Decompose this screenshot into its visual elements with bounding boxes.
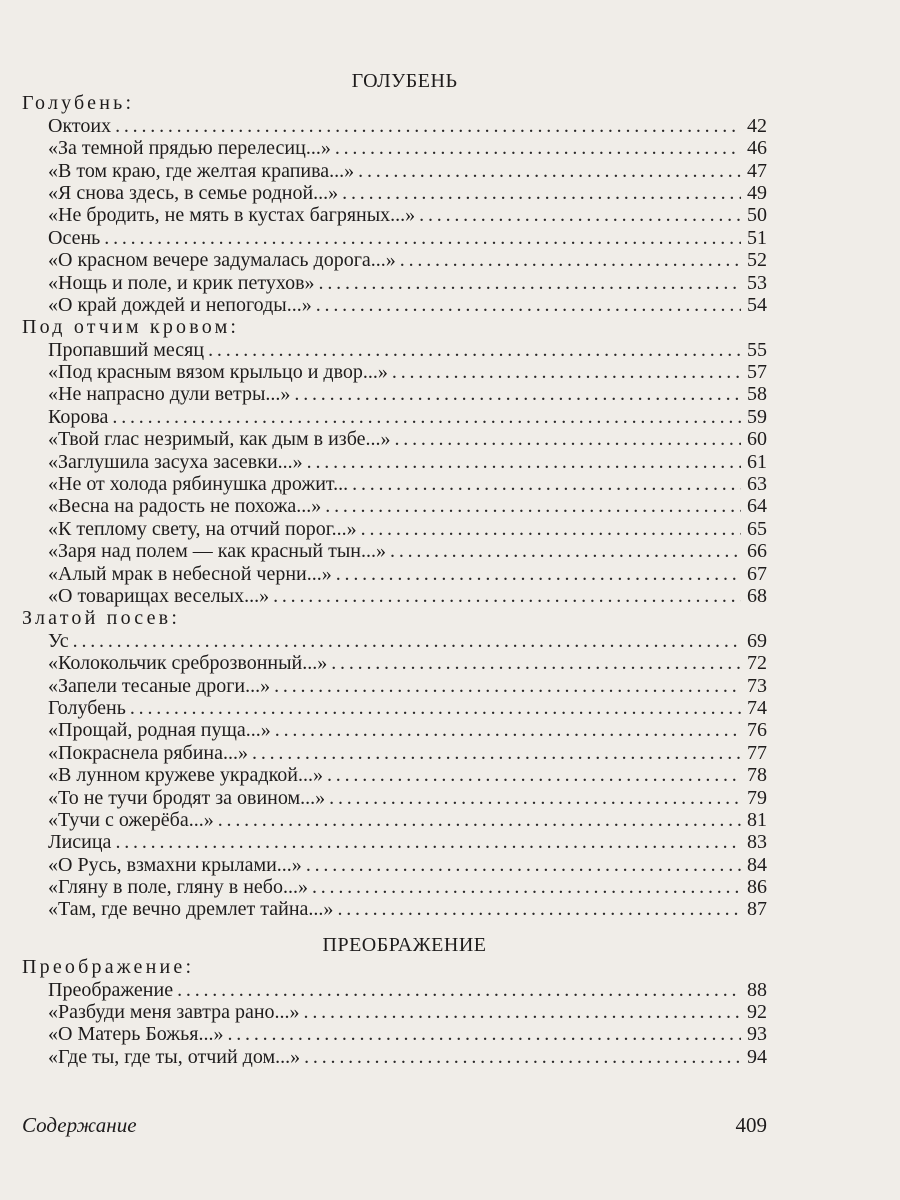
page-number: 409 — [735, 1113, 767, 1137]
dot-leader — [419, 204, 741, 226]
dot-leader — [177, 979, 741, 1001]
dot-leader — [358, 160, 741, 182]
entry-page: 65 — [747, 517, 767, 540]
entry-title: «Разбуди меня завтра рано...» — [48, 1001, 300, 1024]
entry-page: 79 — [747, 786, 767, 809]
dot-leader — [400, 249, 741, 271]
entry-page: 52 — [747, 249, 767, 272]
entry-page: 93 — [747, 1023, 767, 1046]
entry-title: Преображение — [48, 978, 174, 1001]
dot-leader — [304, 1001, 741, 1023]
entry-page: 58 — [747, 383, 767, 406]
entry-title: «Прощай, родная пуща...» — [48, 719, 271, 742]
toc-entry — [22, 675, 767, 697]
entry-page: 78 — [747, 764, 767, 787]
entry-title: «Тучи с ожерёба...» — [48, 808, 214, 831]
dot-leader — [130, 697, 741, 719]
toc-entry — [22, 719, 767, 741]
entry-page: 84 — [747, 853, 767, 876]
toc-entry — [22, 451, 767, 473]
dot-leader — [275, 719, 741, 741]
dot-leader — [227, 1023, 741, 1045]
entry-title: «Не от холода рябинушка дрожит... — [48, 473, 349, 496]
entry-page: 57 — [747, 361, 767, 384]
toc-entry — [22, 428, 767, 450]
dot-leader — [352, 473, 741, 495]
dot-leader — [273, 585, 741, 607]
toc-entry — [22, 294, 767, 316]
dot-leader — [104, 227, 741, 249]
toc-entry — [22, 227, 767, 249]
dot-leader — [327, 764, 741, 786]
toc-entry — [22, 979, 767, 1001]
toc-entry — [22, 652, 767, 674]
toc-entry — [22, 764, 767, 786]
dot-leader — [307, 451, 741, 473]
entry-title: «Запели тесаные дроги...» — [48, 674, 271, 697]
entry-page: 51 — [747, 226, 767, 249]
entry-title: Голубень — [48, 696, 126, 719]
dot-leader — [115, 115, 741, 137]
entry-title: «Где ты, где ты, отчий дом...» — [48, 1045, 301, 1068]
toc-entry — [22, 787, 767, 809]
toc-entry — [22, 854, 767, 876]
entry-page: 54 — [747, 293, 767, 316]
toc-entry — [22, 383, 767, 405]
dot-leader — [361, 518, 741, 540]
entry-page: 74 — [747, 696, 767, 719]
dot-leader — [208, 339, 741, 361]
dot-leader — [218, 809, 741, 831]
entry-page: 76 — [747, 719, 767, 742]
entry-title: «Заглушила засуха засевки...» — [48, 450, 303, 473]
entry-title: Октоих — [48, 114, 112, 137]
dot-leader — [115, 831, 741, 853]
dot-leader — [312, 876, 741, 898]
entry-page: 81 — [747, 808, 767, 831]
entry-page: 86 — [747, 876, 767, 899]
entry-page: 64 — [747, 495, 767, 518]
toc-entry — [22, 563, 767, 585]
section-heading: Златой посев: — [22, 607, 181, 630]
toc-entry — [22, 495, 767, 517]
entry-title: «Алый мрак в небесной черни...» — [48, 562, 332, 585]
entry-page: 49 — [747, 181, 767, 204]
entry-page: 94 — [747, 1045, 767, 1068]
dot-leader — [329, 787, 741, 809]
entry-title: «То не тучи бродят за овином...» — [48, 786, 326, 809]
entry-title: «О красном вечере задумалась дорога...» — [48, 249, 396, 272]
entry-title: «За темной прядью перелесиц...» — [48, 137, 331, 160]
dot-leader — [316, 294, 741, 316]
entry-title: «К теплому свету, на отчий порог...» — [48, 517, 357, 540]
dot-leader — [336, 563, 741, 585]
toc-entry — [22, 406, 767, 428]
toc-entry — [22, 361, 767, 383]
toc-entry — [22, 137, 767, 159]
part-title: ПРЕОБРАЖЕНИЕ — [322, 933, 487, 956]
toc-entry — [22, 204, 767, 226]
dot-leader — [395, 428, 742, 450]
entry-page: 46 — [747, 137, 767, 160]
dot-leader — [73, 630, 741, 652]
dot-leader — [294, 383, 741, 405]
entry-title: «Гляну в поле, гляну в небо...» — [48, 876, 308, 899]
dot-leader — [390, 540, 741, 562]
entry-page: 42 — [747, 114, 767, 137]
entry-title: «О Матерь Божья...» — [48, 1023, 224, 1046]
toc-entry — [22, 182, 767, 204]
toc-entry — [22, 1023, 767, 1045]
dot-leader — [342, 182, 741, 204]
toc-entry — [22, 249, 767, 271]
toc-entry — [22, 742, 767, 764]
dot-leader — [306, 854, 741, 876]
toc-entry — [22, 518, 767, 540]
dot-leader — [304, 1046, 741, 1068]
entry-page: 88 — [747, 978, 767, 1001]
entry-title: Лисица — [48, 831, 112, 854]
entry-page: 92 — [747, 1001, 767, 1024]
toc-entry — [22, 339, 767, 361]
entry-title: «Колокольчик среброзвонный...» — [48, 652, 328, 675]
section-heading: Голубень: — [22, 92, 135, 115]
toc-entry — [22, 697, 767, 719]
toc-entry — [22, 585, 767, 607]
entry-page: 59 — [747, 405, 767, 428]
entry-title: «Не напрасно дули ветры...» — [48, 383, 291, 406]
entry-page: 60 — [747, 428, 767, 451]
entry-title: «Нощь и поле, и крик петухов» — [48, 271, 315, 294]
entry-page: 61 — [747, 450, 767, 473]
section-heading: Преображение: — [22, 956, 195, 979]
entry-page: 67 — [747, 562, 767, 585]
entry-title: «Твой глас незримый, как дым в избе...» — [48, 428, 391, 451]
dot-leader — [335, 137, 741, 159]
toc-entry — [22, 1046, 767, 1068]
table-of-contents — [22, 70, 767, 1068]
dot-leader — [319, 272, 741, 294]
entry-page: 87 — [747, 898, 767, 921]
dot-leader — [112, 406, 741, 428]
part-title: ГОЛУБЕНЬ — [351, 70, 458, 92]
dot-leader — [392, 361, 741, 383]
entry-page: 77 — [747, 741, 767, 764]
toc-entry — [22, 831, 767, 853]
entry-title: «Я снова здесь, в семье родной...» — [48, 181, 339, 204]
entry-page: 66 — [747, 540, 767, 563]
entry-title: «Там, где вечно дремлет тайна...» — [48, 898, 334, 921]
entry-title: Ус — [48, 629, 69, 652]
entry-title: «В том краю, где желтая крапива...» — [48, 159, 355, 182]
toc-entry — [22, 630, 767, 652]
toc-entry — [22, 473, 767, 495]
entry-title: «В лунном кружеве украдкой...» — [48, 764, 323, 787]
toc-entry — [22, 898, 767, 920]
dot-leader — [331, 652, 741, 674]
entry-page: 73 — [747, 674, 767, 697]
entry-page: 83 — [747, 831, 767, 854]
entry-page: 50 — [747, 204, 767, 227]
toc-entry — [22, 876, 767, 898]
toc-entry — [22, 1001, 767, 1023]
entry-title: «Не бродить, не мять в кустах багряных...» — [48, 204, 416, 227]
entry-title: «Под красным вязом крыльцо и двор...» — [48, 361, 388, 384]
entry-page: 72 — [747, 652, 767, 675]
toc-entry — [22, 115, 767, 137]
entry-title: «Заря над полем — как красный тын...» — [48, 540, 387, 563]
toc-entry — [22, 540, 767, 562]
entry-title: «О товарищах веселых...» — [48, 584, 270, 607]
entry-page: 55 — [747, 338, 767, 361]
entry-page: 63 — [747, 473, 767, 496]
running-footer-label: Содержание — [22, 1113, 137, 1137]
toc-entry — [22, 272, 767, 294]
dot-leader — [325, 495, 741, 517]
entry-title: Осень — [48, 226, 101, 249]
page-footer — [22, 1113, 767, 1138]
dot-leader — [337, 898, 741, 920]
entry-page: 68 — [747, 584, 767, 607]
entry-page: 53 — [747, 271, 767, 294]
entry-title: «Покраснела рябина...» — [48, 741, 249, 764]
toc-entry — [22, 809, 767, 831]
entry-title: «О Русь, взмахни крылами...» — [48, 853, 302, 876]
entry-title: «О край дождей и непогоды...» — [48, 293, 312, 316]
entry-page: 69 — [747, 629, 767, 652]
entry-page: 47 — [747, 159, 767, 182]
dot-leader — [252, 742, 741, 764]
entry-title: Пропавший месяц — [48, 338, 205, 361]
dot-leader — [274, 675, 741, 697]
toc-entry — [22, 160, 767, 182]
section-heading: Под отчим кровом: — [22, 316, 240, 339]
entry-title: «Весна на радость не похожа...» — [48, 495, 322, 518]
entry-title: Корова — [48, 405, 109, 428]
